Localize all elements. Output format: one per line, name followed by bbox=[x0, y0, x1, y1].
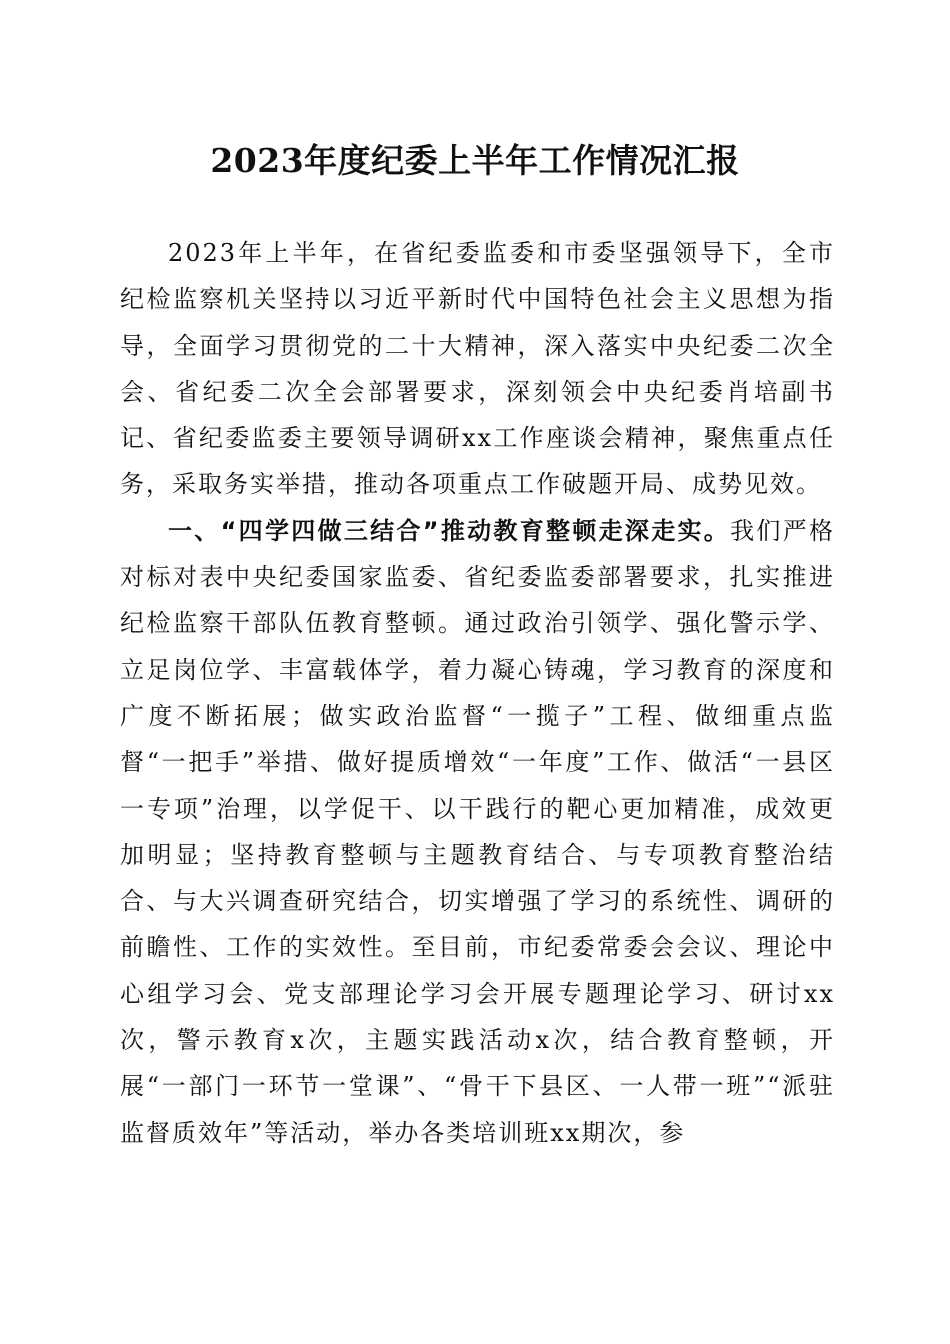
section-one-heading: 一、“四学四做三结合”推动教育整顿走深走实。 bbox=[168, 516, 731, 545]
document-body bbox=[120, 230, 835, 1156]
intro-paragraph-text: 2023年上半年，在省纪委监委和市委坚强领导下，全市纪检监察机关坚持以习近平新时代中国特色社会主义思想为指导，全面学习贯彻党的二十大精神，深入落实中央纪委二次全会、省纪委二次全会部署要求，深刻领会中央纪委肖培副书记、省纪委监委主要领导调研xx工作座谈会精神，聚焦重点任务，采取务实举措，推动各项重点工作破题开局、成势见效。 bbox=[120, 239, 835, 499]
document-title: 2023年度纪委上半年工作情况汇报 bbox=[210, 141, 740, 180]
section-one-text: 我们严格对标对表中央纪委国家监委、省纪委监委部署要求，扎实推进纪检监察干部队伍教育整顿。通过政治引领学、强化警示学、立足岗位学、丰富载体学，着力凝心铸魂，学习教育的深度和广度不断拓展；做实政治监督“一揽子”工程、做细重点监督“一把手”举措、做好提质增效“一年度”工作、做活“一县区一专项”治理，以学促干、以干践行的靶心更加精准，成效更加明显；坚持教育整顿与主题教育结合、与专项教育整治结合、与大兴调查研究结合，切实增强了学习的系统性、调研的前瞻性、工作的实效性。至目前，市纪委常委会会议、理论中心组学习会、党支部理论学习会开展专题理论学习、研讨xx次，警示教育x次，主题实践活动x次，结合教育整顿，开展“一部门一环节一堂课”、“骨干下县区、一人带一班”“派驻监督质效年”等活动，举办各类培训班xx期次，参 bbox=[120, 516, 836, 1147]
intro-paragraph bbox=[120, 230, 835, 508]
section-one-paragraph bbox=[120, 508, 835, 1156]
